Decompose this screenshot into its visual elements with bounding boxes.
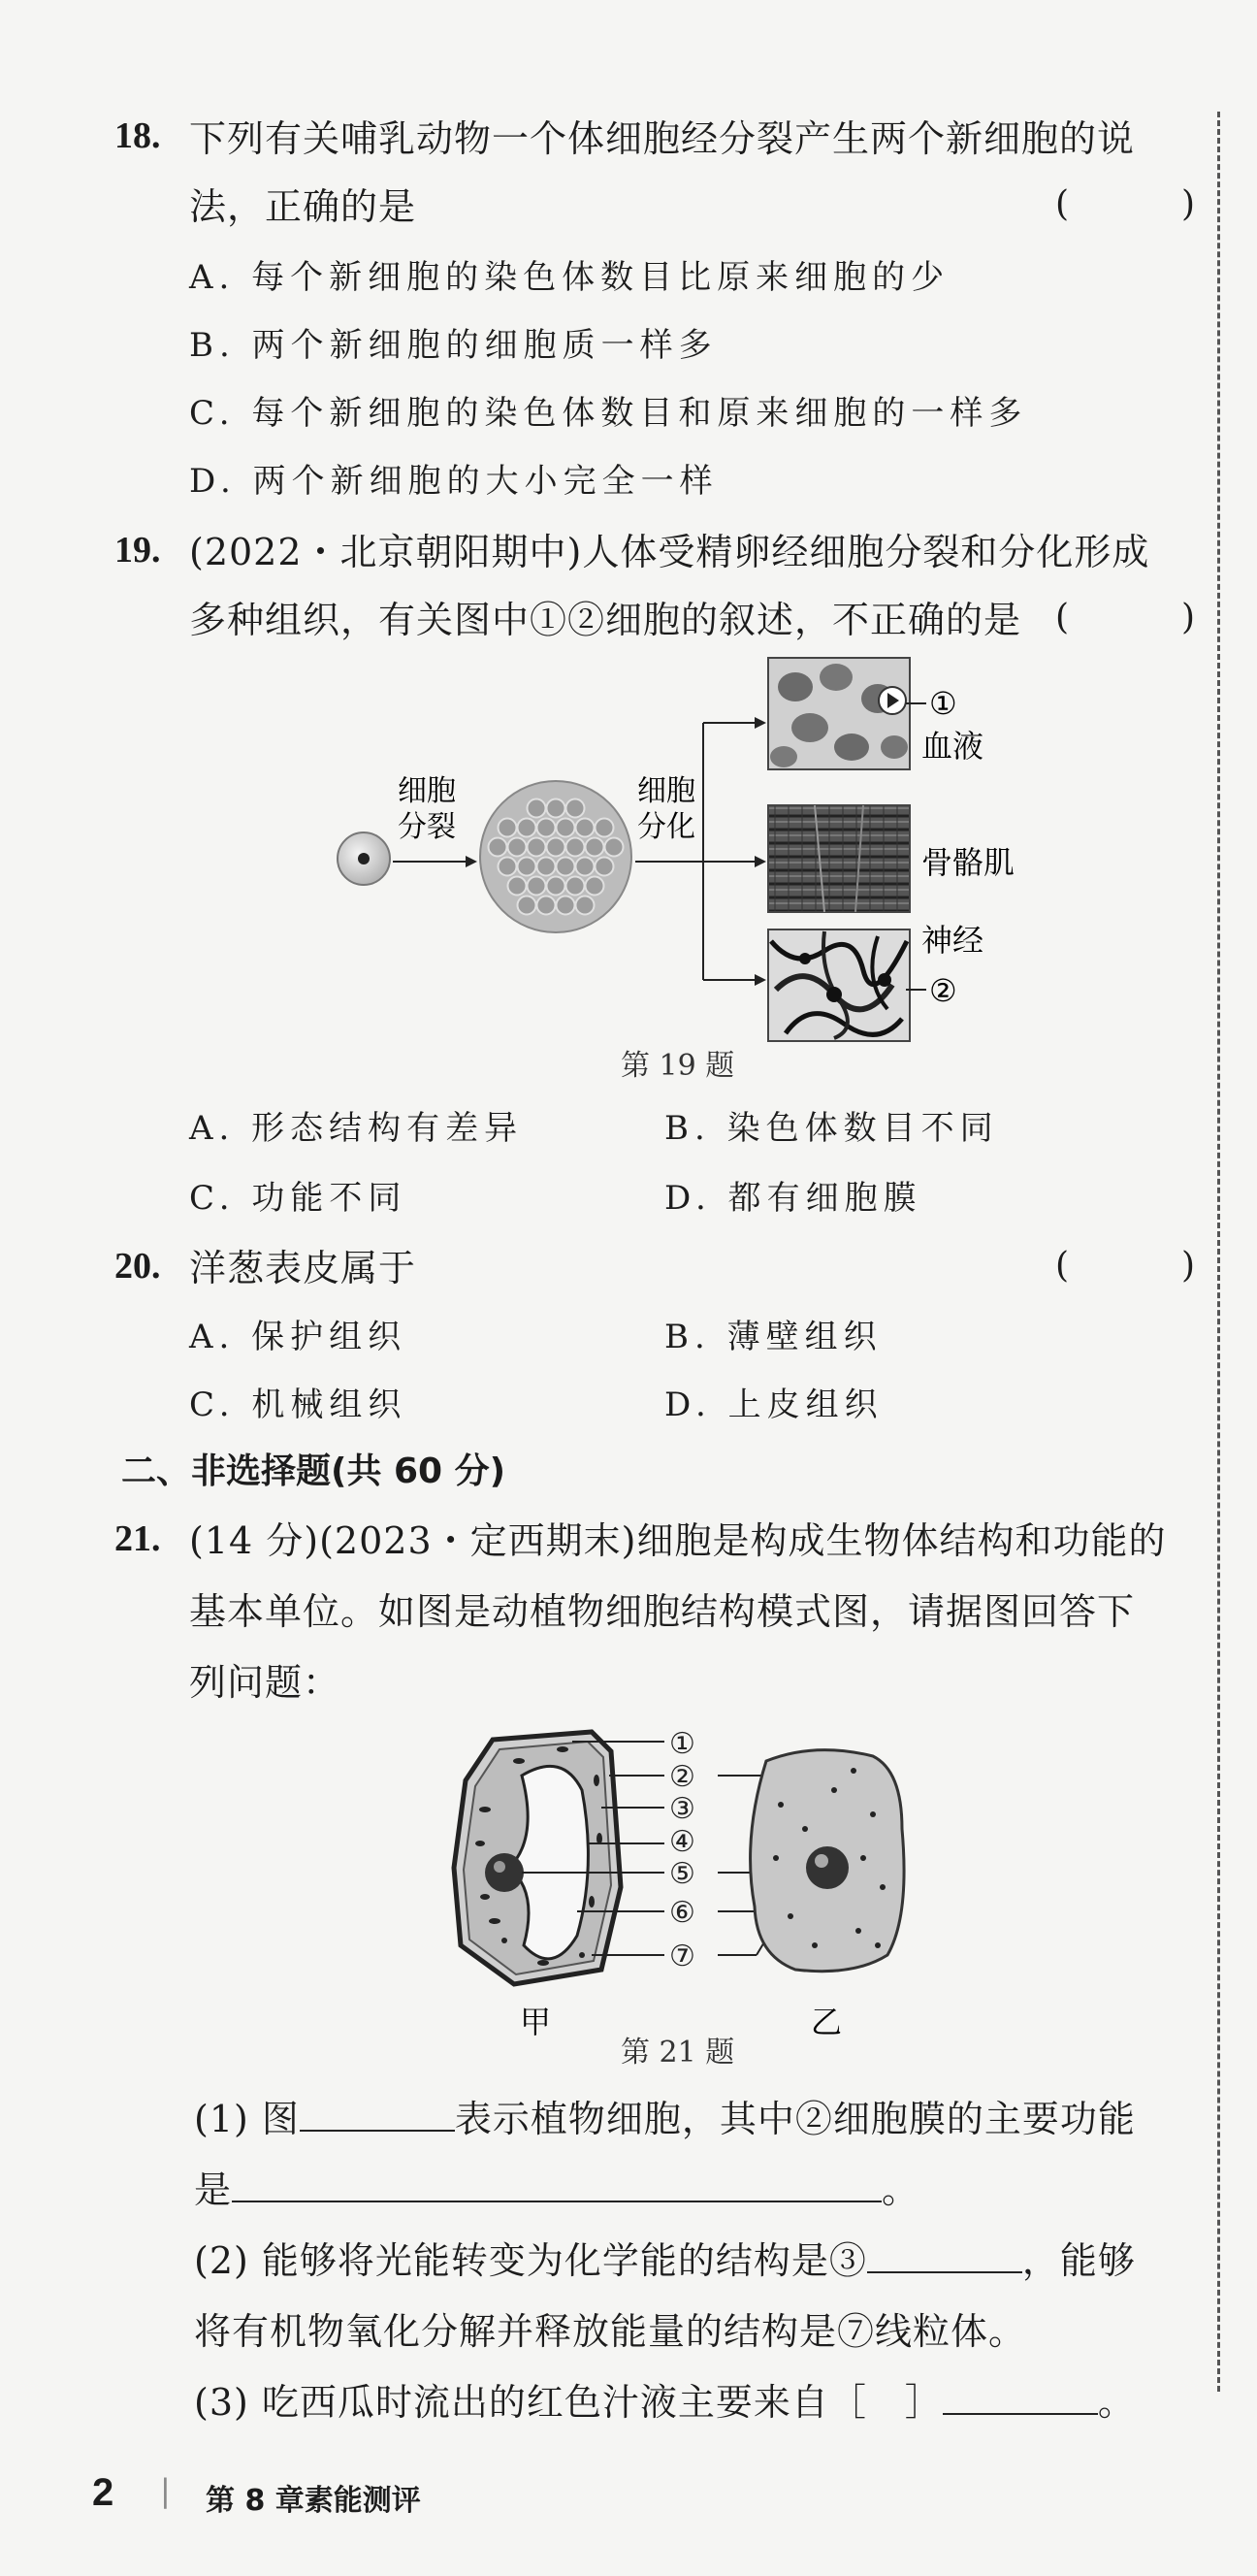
q20-option-c[interactable]: C. 机械组织 xyxy=(189,1386,407,1424)
q21-sub1-prefix: (1) 图 xyxy=(194,2098,300,2140)
q21-sub1-c: 是 xyxy=(194,2168,233,2211)
q19-option-c[interactable]: C. 功能不同 xyxy=(189,1179,407,1218)
q20-answer-paren[interactable]: ( ) xyxy=(1055,1246,1235,1286)
footer-separator: | xyxy=(160,2472,171,2509)
q21-stem-line3: 列问题： xyxy=(189,1661,341,1704)
daughter-cell xyxy=(518,897,536,915)
daughter-cell xyxy=(508,877,527,896)
daughter-cell xyxy=(557,897,575,915)
q19-figure xyxy=(320,650,1077,1048)
marker-3: ③ xyxy=(669,1792,695,1826)
q20-option-d[interactable]: D. 上皮组织 xyxy=(664,1386,884,1424)
daughter-cell xyxy=(499,819,517,837)
daughter-cell xyxy=(557,858,575,876)
q19-option-d[interactable]: D. 都有细胞膜 xyxy=(664,1179,922,1218)
marker-7: ⑦ xyxy=(669,1940,695,1973)
label-division-2: 分裂 xyxy=(398,810,456,844)
daughter-cell xyxy=(547,838,565,857)
plant-cell-diagram xyxy=(454,1732,621,1984)
q21-sub1-line2 xyxy=(194,2160,919,2213)
q21-sub2-text: ，能够 xyxy=(1021,2239,1136,2282)
blood-tissue-image xyxy=(768,658,910,769)
zygote-cell xyxy=(338,832,390,885)
label-blood: 血液 xyxy=(921,728,984,765)
daughter-cell xyxy=(576,858,595,876)
q21-figure-caption: 第 21 题 xyxy=(621,2036,735,2070)
daughter-cell xyxy=(489,838,507,857)
q21-sub2-prefix: (2) 能够将光能转变为化学能的结构是③ xyxy=(194,2239,867,2282)
marker-1: ① xyxy=(929,685,957,722)
label-division-1: 细胞 xyxy=(398,774,456,808)
q20-option-a[interactable]: A. 保护组织 xyxy=(189,1318,407,1356)
q21-sub2-line2: 将有机物氧化分解并释放能量的结构是⑦线粒体。 xyxy=(194,2310,1027,2353)
section-2-title: 二、非选择题(共 60 分) xyxy=(121,1451,506,1491)
daughter-cell xyxy=(528,799,546,818)
daughter-cell xyxy=(528,877,546,896)
q21-number: 21. xyxy=(114,1518,161,1559)
q20-stem: 洋葱表皮属于 xyxy=(189,1247,417,1289)
daughter-cell xyxy=(566,799,585,818)
daughter-cell xyxy=(557,819,575,837)
nerve-tissue-image xyxy=(768,929,910,1041)
daughter-cell xyxy=(537,858,556,876)
label-muscle: 骨骼肌 xyxy=(921,844,1015,881)
daughter-cell xyxy=(576,897,595,915)
q21-sub1-line1 xyxy=(194,2089,1136,2142)
daughter-cell xyxy=(547,877,565,896)
q18-answer-paren[interactable]: ( ) xyxy=(1055,184,1235,224)
q21-sub1-text: 表示植物细胞，其中②细胞膜的主要功能 xyxy=(454,2098,1136,2140)
daughter-cell xyxy=(586,877,604,896)
label-diff-1: 细胞 xyxy=(637,774,695,808)
q18-option-a[interactable]: A. 每个新细胞的染色体数目比原来细胞的少 xyxy=(189,258,951,297)
q21-sub1-blank-2[interactable] xyxy=(232,2171,882,2202)
q21-stem-line2: 基本单位。如图是动植物细胞结构模式图，请据图回答下 xyxy=(189,1590,1136,1633)
label-plant-cell: 甲 xyxy=(519,2004,552,2040)
animal-cell-diagram xyxy=(751,1750,905,1972)
q18-number: 18. xyxy=(114,115,161,156)
marker-6: ⑥ xyxy=(669,1896,695,1930)
q18-option-c[interactable]: C. 每个新细胞的染色体数目和原来细胞的一样多 xyxy=(189,394,1028,433)
marker-5: ⑤ xyxy=(669,1857,695,1891)
daughter-cell xyxy=(586,838,604,857)
q20-number: 20. xyxy=(114,1246,161,1287)
q19-option-b[interactable]: B. 染色体数目不同 xyxy=(664,1109,999,1148)
q18-stem-line2: 法，正确的是 xyxy=(189,185,417,228)
daughter-cell xyxy=(537,819,556,837)
label-nerve: 神经 xyxy=(921,922,984,959)
daughter-cell xyxy=(596,858,614,876)
q21-stem-line1: (14 分)(2023・定西期末)细胞是构成生物体结构和功能的 xyxy=(189,1519,1167,1562)
q21-sub3-prefix: (3) 吃西瓜时流出的红色汁液主要来自［ ］ xyxy=(194,2381,943,2424)
daughter-cell xyxy=(518,819,536,837)
q19-answer-paren[interactable]: ( ) xyxy=(1055,598,1235,637)
daughter-cell xyxy=(605,838,624,857)
muscle-tissue-image xyxy=(768,805,910,912)
marker-1: ① xyxy=(669,1727,695,1761)
marker-2: ② xyxy=(669,1760,695,1794)
q21-sub1-blank-1[interactable] xyxy=(300,2101,455,2132)
daughter-cell xyxy=(596,819,614,837)
daughter-cell xyxy=(518,858,536,876)
footer-chapter-title: 第 8 章素能测评 xyxy=(206,2484,421,2518)
q19-stem-line1: (2022・北京朝阳期中)人体受精卵经细胞分裂和分化形成 xyxy=(189,531,1150,573)
q21-sub1-end: 。 xyxy=(882,2168,920,2211)
label-animal-cell: 乙 xyxy=(810,2004,843,2040)
daughter-cell xyxy=(566,838,585,857)
q18-stem-line1: 下列有关哺乳动物一个体细胞经分裂产生两个新细胞的说 xyxy=(189,117,1136,160)
q21-figure xyxy=(446,1722,951,2042)
daughter-cell xyxy=(566,877,585,896)
q21-sub2-blank[interactable] xyxy=(867,2242,1022,2273)
q21-sub3-end: 。 xyxy=(1097,2381,1136,2424)
footer-page-number: 2 xyxy=(92,2471,114,2514)
marker-4: ④ xyxy=(669,1825,695,1859)
cell-mass xyxy=(480,781,631,932)
daughter-cell xyxy=(508,838,527,857)
q21-sub2-line1 xyxy=(194,2231,1136,2284)
q18-option-d[interactable]: D. 两个新细胞的大小完全一样 xyxy=(189,462,719,501)
q19-stem-line2: 多种组织，有关图中①②细胞的叙述，不正确的是 xyxy=(189,599,1022,641)
q19-number: 19. xyxy=(114,530,161,571)
daughter-cell xyxy=(547,799,565,818)
label-diff-2: 分化 xyxy=(637,810,695,844)
daughter-cell xyxy=(528,838,546,857)
q20-option-b[interactable]: B. 薄壁组织 xyxy=(664,1318,883,1356)
marker-2: ② xyxy=(929,972,957,1009)
q21-sub3-line1 xyxy=(194,2372,1136,2426)
q19-option-a[interactable]: A. 形态结构有差异 xyxy=(189,1109,524,1148)
daughter-cell xyxy=(576,819,595,837)
daughter-cell xyxy=(537,897,556,915)
daughter-cell xyxy=(499,858,517,876)
q18-option-b[interactable]: B. 两个新细胞的细胞质一样多 xyxy=(189,326,718,365)
q21-sub3-blank[interactable] xyxy=(943,2384,1098,2415)
q19-figure-caption: 第 19 题 xyxy=(621,1049,735,1083)
